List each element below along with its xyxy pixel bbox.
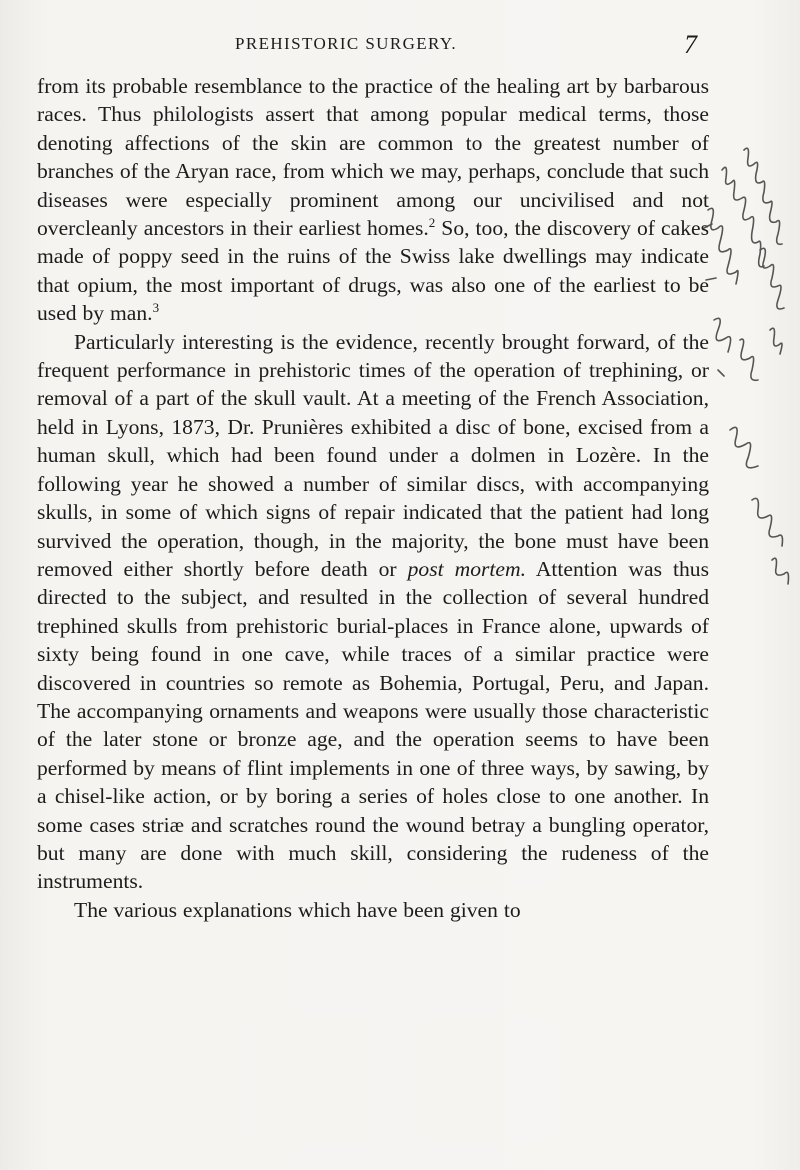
post-mortem-italic: post mortem. <box>407 556 526 581</box>
paragraph-3 <box>37 896 709 924</box>
paragraph-1-text-b: So, too, the discovery of cakes made of poppy seed in the ruins of the Swiss lake dwellings may indicate that opium, the most important of drugs, was also one of the earliest to be used by man. <box>37 216 709 326</box>
body-text <box>37 72 709 924</box>
paragraph-2 <box>37 328 709 896</box>
paragraph-1 <box>37 72 709 328</box>
page-header <box>0 30 800 60</box>
handwriting-scribble-icon <box>700 130 800 650</box>
paragraph-1-text-a: from its probable resemblance to the practice of the healing art by barbarous races. Thus philologists assert that among popular medical terms, those denoting affections of the skin are common to the greatest number of branches of the Aryan race, from which we may, perhaps, conclude that such diseases were especially prominent among our uncivilised and not overcleanly ancestors in their earliest homes. <box>37 74 709 241</box>
handwritten-margin-annotation <box>700 130 800 650</box>
paragraph-2-text-a: Particularly interesting is the evidence, recently brought forward, of the frequent performance in prehistoric times of the operation of trephining, or removal of a part of the skull vault. At a meeting of the French Association, held in Lyons, 1873, Dr. Prunières exhibited a disc of bone, excised from a human skull, which had been found under a dolmen in Lozère. In the following year he showed a number of similar discs, with accompanying skulls, in some of which signs of repair indicated that the patient had long survived the operation, though, in the majority, the bone must have been removed either shortly before death or <box>37 329 709 581</box>
paragraph-2-text-b: Attention was thus directed to the subject, and resulted in the collection of several hundred trephined skulls from prehistoric burial-places in France alone, upwards of sixty being found in one cave, while traces of a similar practice were discovered in countries so remote as Bohemia, Portugal, Peru, and Japan. The accompanying ornaments and weapons were usually those characteristic of the later stone or bronze age, and the operation seems to have been performed by means of flint implements in one of three ways, by sawing, by a chisel-like action, or by boring a series of holes close to one another. In some cases striæ and scratches round the wound betray a bungling operator, but many are done with much skill, considering the rudeness of the instruments. <box>37 556 709 894</box>
running-title: PREHISTORIC SURGERY. <box>235 34 457 53</box>
page-number: 7 <box>684 30 697 59</box>
footnote-ref-2: 2 <box>428 215 436 231</box>
paragraph-3-text: The various explanations which have been given to <box>74 897 521 922</box>
footnote-ref-3: 3 <box>152 300 160 316</box>
